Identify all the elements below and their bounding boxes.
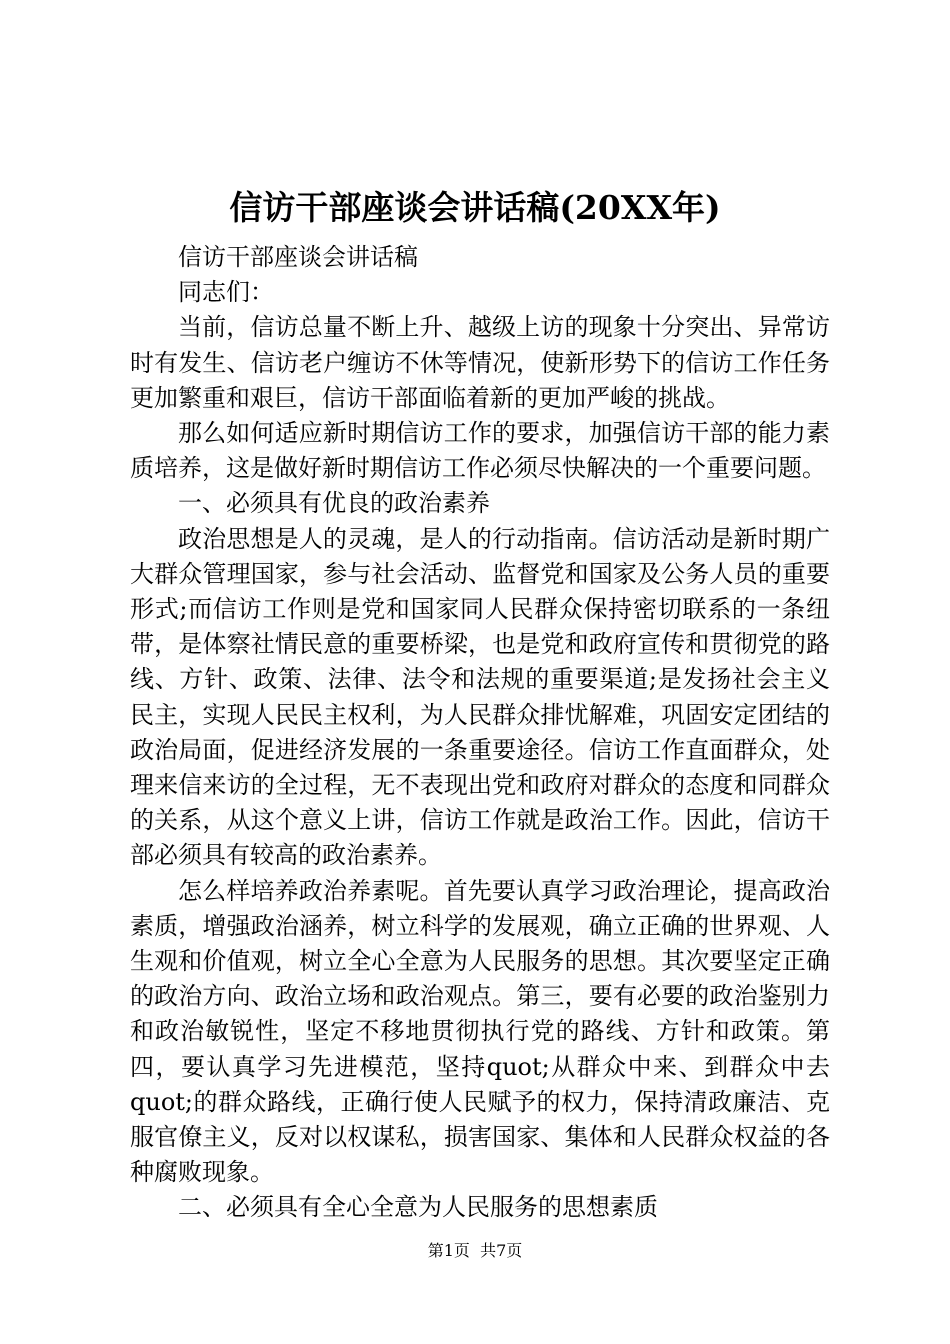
section-heading: 二、必须具有全心全意为人民服务的思想素质 [178,1193,658,1222]
document-body [130,240,830,1226]
document-title: 信访干部座谈会讲话稿(20XX年) [229,188,721,227]
paragraph: 政治思想是人的灵魂，是人的行动指南。信访活动是新时期广大群众管理国家，参与社会活动、监督党和国家及公务人员的重要形式;而信访工作则是党和国家同人民群众保持密切联系的一条纽带，是体察社情民意的重要桥梁，也是党和政府宣传和贯彻党的路线、方针、政策、法律、法令和法规的重要渠道;是发扬社会主义民主，实现人民民主权利，为人民群众排忧解难，巩固安定团结的政治局面，促进经济发展的一条重要途径。信访工作直面群众，处理来信来访的全过程，无不表现出党和政府对群众的态度和同群众的关系，从这个意义上讲，信访工作就是政治工作。因此，信访干部必须具有较高的政治素养。 [130,524,830,870]
page-number: 第1页 共7页 [427,1241,523,1260]
page-footer [0,1239,950,1263]
paragraph: 当前，信访总量不断上升、越级上访的现象十分突出、异常访时有发生、信访老户缠访不休等情况，使新形势下的信访工作任务更加繁重和艰巨，信访干部面临着新的更加严峻的挑战。 [130,313,830,412]
paragraph: 怎么样培养政治养素呢。首先要认真学习政治理论，提高政治素质，增强政治涵养，树立科学的发展观，确立正确的世界观、人生观和价值观，树立全心全意为人民服务的思想。其次要坚定正确的政治方向、政治立场和政治观点。第三，要有必要的政治鉴别力和政治敏锐性，坚定不移地贯彻执行党的路线、方针和政策。第四，要认真学习先进模范，坚持quot;从群众中来、到群众中去quot;的群众路线，正确行使人民赋予的权力，保持清政廉洁、克服官僚主义，反对以权谋私，损害国家、集体和人民群众权益的各种腐败现象。 [130,876,830,1187]
paragraph-subtitle: 信访干部座谈会讲话稿 [178,243,418,271]
paragraph: 那么如何适应新时期信访工作的要求，加强信访干部的能力素质培养，这是做好新时期信访工作必须尽快解决的一个重要问题。 [130,419,830,483]
paragraph-salutation: 同志们： [178,278,274,307]
section-heading: 一、必须具有优良的政治素养 [178,489,490,518]
